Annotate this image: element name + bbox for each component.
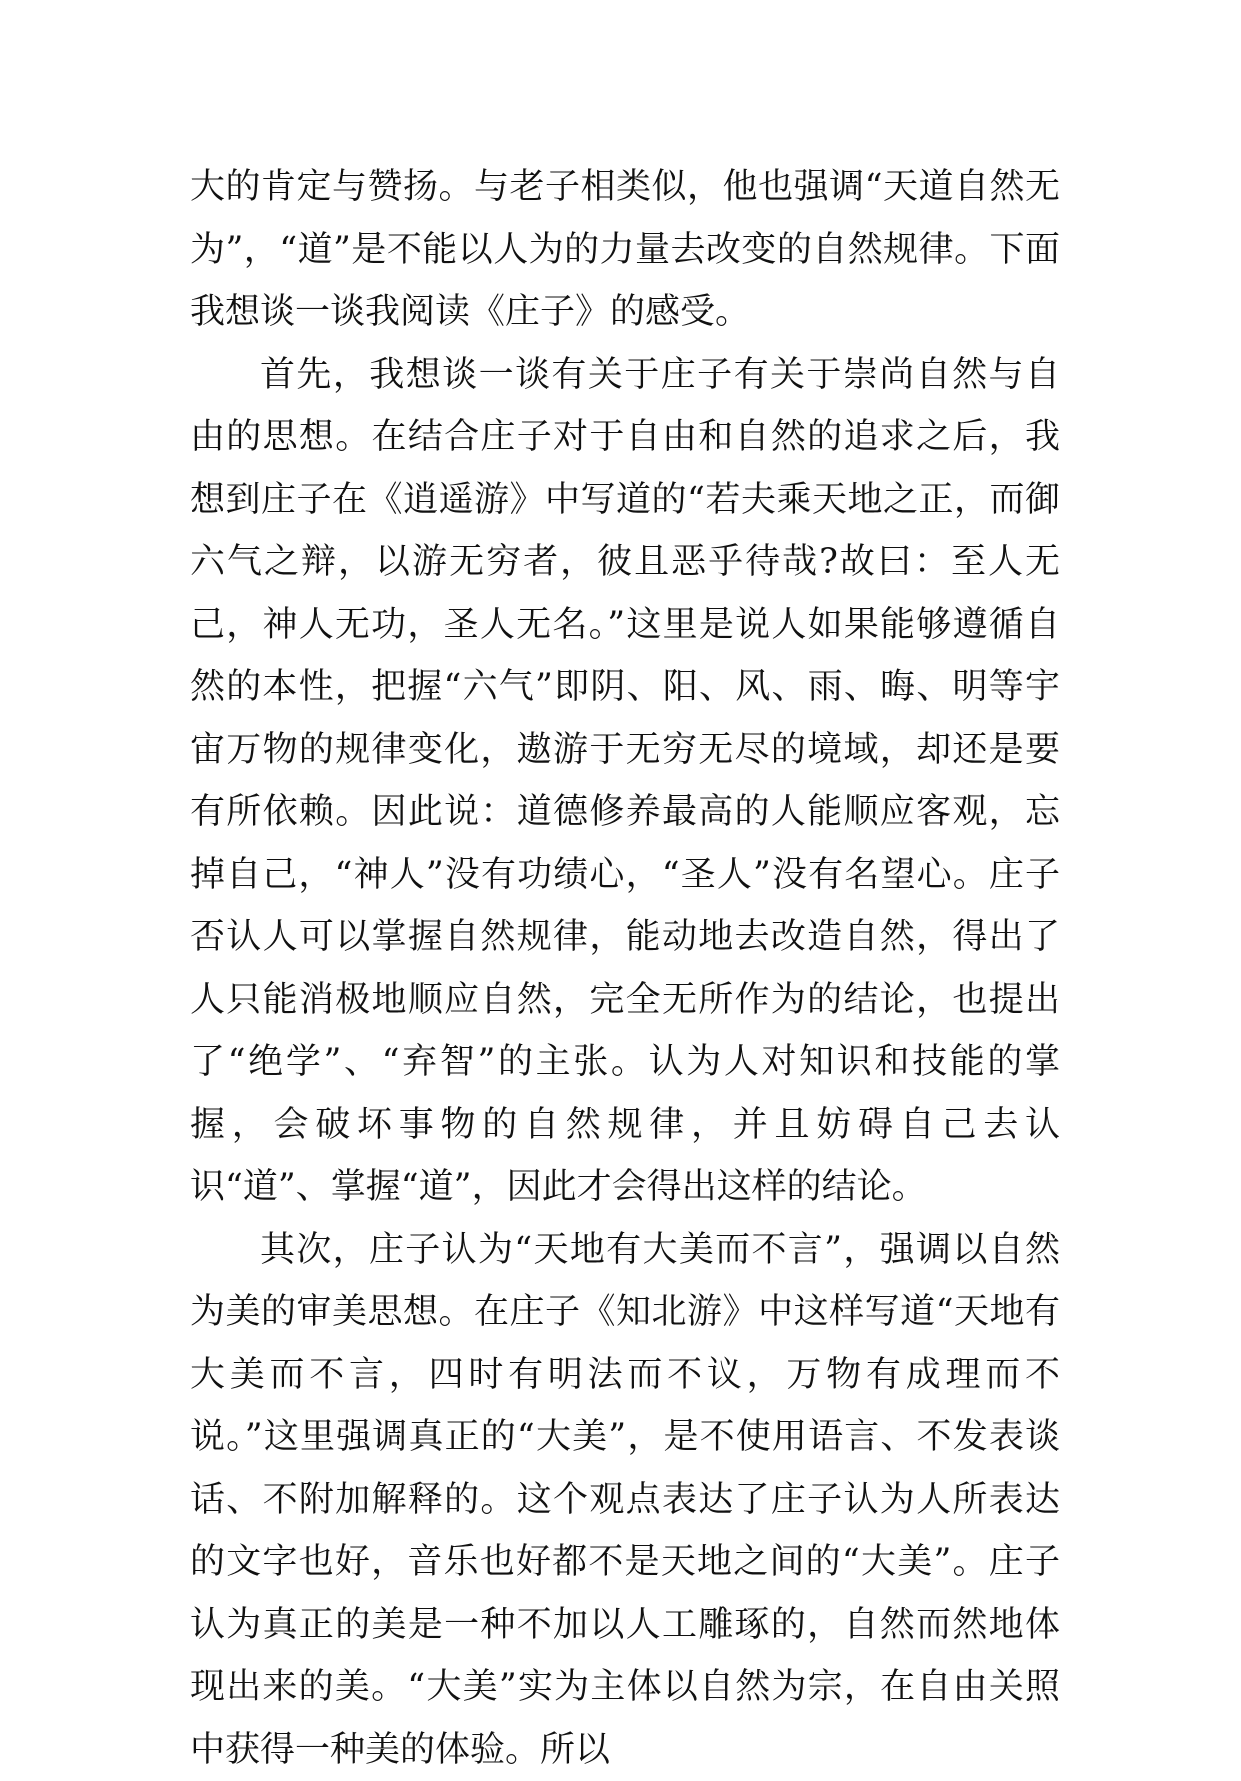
paragraph-nature-freedom: 首先，我想谈一谈有关于庄子有关于崇尚自然与自由的思想。在结合庄子对于自由和自然的追求之后，我想到庄子在《逍遥游》中写道的“若夫乘天地之正，而御六气之辩，以游无穷者，彼且恶乎待哉?故曰：至人无己，神人无功，圣人无名。”这里是说人如果能够遵循自然的本性，把握“六气”即阴、阳、风、雨、晦、明等宇宙万物的规律变化，遨游于无穷无尽的境域，却还是要有所依赖。因此说：道德修养最高的人能顺应客观，忘掉自己，“神人”没有功绩心，“圣人”没有名望心。庄子否认人可以掌握自然规律，能动地去改造自然，得出了人只能消极地顺应自然，完全无所作为的结论，也提出了“绝学”、“弃智”的主张。认为人对知识和技能的掌握，会破坏事物的自然规律，并且妨碍自己去认识“道”、掌握“道”，因此才会得出这样的结论。	[190, 344, 1060, 1219]
body-text	[190, 156, 1060, 1781]
paragraph-continuation: 大的肯定与赞扬。与老子相类似，他也强调“天道自然无为”，“道”是不能以人为的力量去改变的自然规律。下面我想谈一谈我阅读《庄子》的感受。	[190, 156, 1060, 344]
paragraph-great-beauty: 其次，庄子认为“天地有大美而不言”，强调以自然为美的审美思想。在庄子《知北游》中这样写道“天地有大美而不言，四时有明法而不议，万物有成理而不说。”这里强调真正的“大美”，是不使用语言、不发表谈话、不附加解释的。这个观点表达了庄子认为人所表达的文字也好，音乐也好都不是天地之间的“大美”。庄子认为真正的美是一种不加以人工雕琢的，自然而然地体现出来的美。“大美”实为主体以自然为宗，在自由关照中获得一种美的体验。所以	[190, 1219, 1060, 1781]
